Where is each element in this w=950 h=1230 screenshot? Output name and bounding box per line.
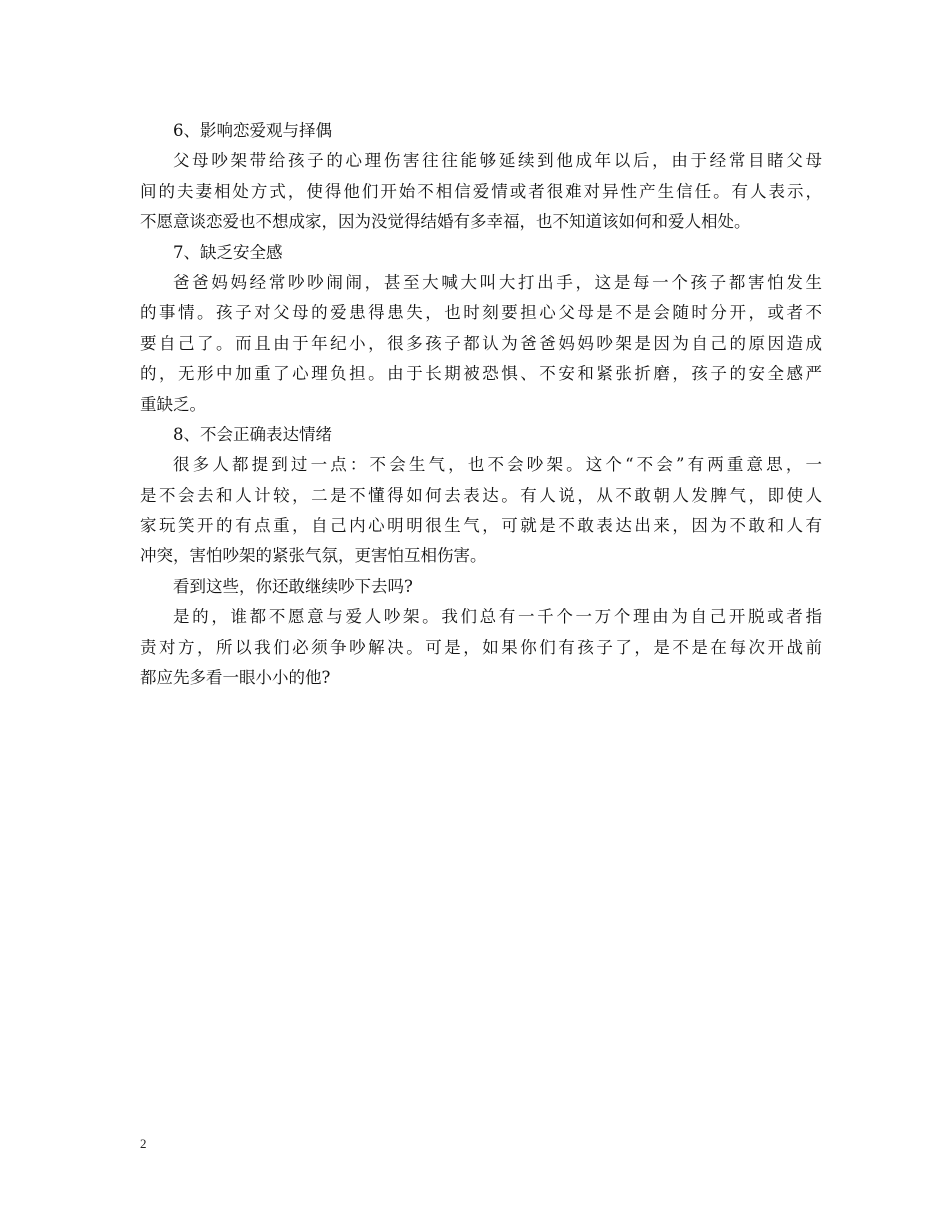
paragraph-line: 责对方，所以我们必须争吵解决。可是，如果你们有孩子了，是不是在每次开战前 (140, 637, 822, 657)
paragraph-line: 父母吵架带给孩子的心理伤害往往能够延续到他成年以后，由于经常目睹父母 (173, 151, 822, 171)
page-number: 2 (140, 1136, 147, 1151)
paragraph-line: 都应先多看一眼小小的他? (140, 668, 331, 688)
paragraph-line: 的事情。孩子对父母的爱患得患失，也时刻要担心父母是不是会随时分开，或者不 (140, 303, 822, 323)
section-heading (140, 420, 822, 450)
paragraph (140, 146, 822, 237)
paragraph (140, 450, 822, 572)
paragraph-line: 家玩笑开的有点重，自己内心明明很生气，可就是不敢表达出来，因为不敢和人有 (140, 516, 822, 536)
document-body (140, 116, 822, 693)
paragraph-line: 是的，谁都不愿意与爱人吵架。我们总有一千个一万个理由为自己开脱或者指 (173, 607, 822, 627)
heading-text: 7、缺乏安全感 (173, 242, 283, 262)
paragraph (140, 268, 822, 420)
paragraph-line: 爸爸妈妈经常吵吵闹闹，甚至大喊大叫大打出手，这是每一个孩子都害怕发生 (173, 272, 822, 292)
paragraph-line: 的，无形中加重了心理负担。由于长期被恐惧、不安和紧张折磨，孩子的安全感严 (140, 364, 822, 384)
section-heading (140, 116, 822, 146)
paragraph-line: 间的夫妻相处方式，使得他们开始不相信爱情或者很难对异性产生信任。有人表示， (140, 181, 822, 201)
paragraph-line: 很多人都提到过一点：不会生气，也不会吵架。这个“不会”有两重意思，一 (173, 455, 822, 475)
heading-text: 6、影响恋爱观与择偶 (173, 121, 332, 140)
paragraph-line: 不愿意谈恋爱也不想成家，因为没觉得结婚有多幸福，也不知道该如何和爱人相处。 (140, 212, 751, 232)
paragraph-line: 重缺乏。 (140, 394, 206, 414)
paragraph-line: 冲突，害怕吵架的紧张气氛，更害怕互相伤害。 (140, 546, 487, 566)
paragraph (140, 572, 822, 602)
paragraph (140, 602, 822, 693)
section-heading (140, 238, 822, 268)
heading-text: 8、不会正确表达情绪 (173, 424, 332, 444)
paragraph-line: 看到这些，你还敢继续吵下去吗? (173, 576, 413, 596)
paragraph-line: 是不会去和人计较，二是不懂得如何去表达。有人说，从不敢朝人发脾气，即使人 (140, 485, 822, 505)
paragraph-line: 要自己了。而且由于年纪小，很多孩子都认为爸爸妈妈吵架是因为自己的原因造成 (140, 333, 822, 353)
